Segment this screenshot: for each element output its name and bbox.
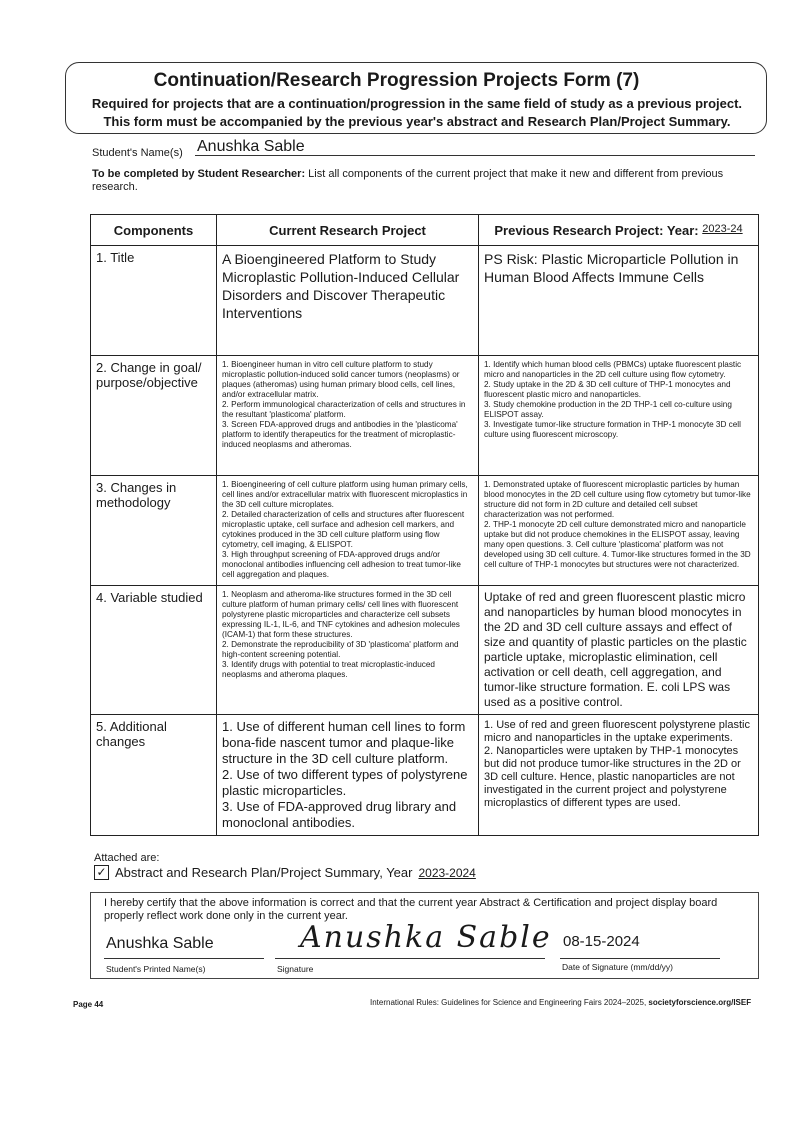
signature-line <box>275 958 545 959</box>
current-cell: A Bioengineered Platform to Study Microplastic Pollution-Induced Cellular Disorders and Discover Therapeutic Interventions <box>217 246 479 356</box>
current-cell: 1. Neoplasm and atheroma-like structures formed in the 3D cell culture platform of human primary cells/ cell lines with fluorescent polystyrene plastic microparticles and characterize cell subsets expressing IL-1, IL-6, and TNF cytokines and adhesion molecules (ICAM-1) that form these structures. 2. Demonstrate the reproducibility of 3D 'plasticoma' platform and high-content screening potential. 3. Identify drugs with potential to treat microplastic-induced neoplasms and atheroma plaques. <box>217 586 479 715</box>
previous-cell: Uptake of red and green fluorescent plastic micro and nanoparticles by human blood monocytes in the 2D and 3D cell culture assays and effect of size and quantity of plastic particles on the plastic particle uptake, microplastic elimination, cell activation or cell death, cell aggregation, and tumor-like structure formation. E. coli LPS was used as a positive control. <box>479 586 759 715</box>
student-name-label: Student's Name(s) <box>92 147 183 159</box>
table-row <box>91 246 759 356</box>
table-row <box>91 586 759 715</box>
form-title: Continuation/Research Progression Projects Form (7) <box>153 70 640 91</box>
abstract-checkbox[interactable]: ✓ <box>94 865 109 880</box>
component-cell: 5. Additional changes <box>91 715 217 836</box>
date-line <box>560 958 720 959</box>
printed-name: Anushka Sable <box>106 935 214 952</box>
component-cell: 4. Variable studied <box>91 586 217 715</box>
table-row <box>91 356 759 476</box>
previous-cell: 1. Identify which human blood cells (PBMCs) uptake fluorescent plastic micro and nanoparticles in the 2D cell culture using flow cytometry. 2. Study uptake in the 2D & 3D cell culture of THP-1 monocytes and fluorescent plastic micro and nanoparticles. 3. Study chemokine production in the 2D THP-1 cell co-culture using ELISPOT assay. 3. Investigate tumor-like structure formation in THP-1 monocyte 3D cell culture using fluorescent microscopy. <box>479 356 759 476</box>
instructions-bold: To be completed by Student Researcher: <box>92 168 306 180</box>
printed-name-line <box>104 958 264 959</box>
component-cell: 3. Changes in methodology <box>91 476 217 586</box>
previous-cell: 1. Demonstrated uptake of fluorescent microplastic particles by human blood monocytes in the 2D cell culture using flow cytometry but tumor-like structure did not form in 2D culture and detailed cell subset characterization was not performed. 2. THP-1 monocyte 2D cell culture demonstrated micro and nanoparticle uptake but did not produce chemokines in the ELISPOT assay, leaving many open questions. 3. Cell culture 'plasticoma' platform was not developed using 3D cell culture. 4. Tumor-like structures formed in the 3D cell culture of THP-1 monocytes but structures were not characterized. <box>479 476 759 586</box>
table-row <box>91 715 759 836</box>
component-cell: 1. Title <box>91 246 217 356</box>
certification-text: I hereby certify that the above information is correct and that the current year Abstract & Certification and project display board properly reflect work done only in the current year. <box>104 897 718 922</box>
requirement-line-1: Required for projects that are a continuation/progression in the same field of study as a previous project. <box>91 96 743 111</box>
instructions <box>92 168 742 194</box>
current-cell: 1. Use of different human cell lines to form bona-fide nascent tumor and plaque-like structure in the 3D cell culture platform. 2. Use of two different types of polystyrene plastic microparticles. 3. Use of FDA-approved drug library and monoclonal antibodies. <box>217 715 479 836</box>
current-cell: 1. Bioengineer human in vitro cell culture platform to study microplastic pollution-induced solid cancer tumors (neoplasms) or plaques (atheromas) using human primary blood cells, cell lines, and/or extracellular matrix. 2. Perform immunological characterization of cells and structures in the resultant 'plasticoma' platform. 3. Screen FDA-approved drugs and antibodies in the 'plasticoma' platform to identify therapeutics for the treatment of microplastic-induced neoplasms and atheromas. <box>217 356 479 476</box>
signature-caption: Signature <box>277 964 314 974</box>
date-caption: Date of Signature (mm/dd/yy) <box>562 962 674 972</box>
components-table <box>90 214 759 836</box>
printed-name-caption: Student's Printed Name(s) <box>106 964 206 974</box>
header-previous <box>479 215 759 246</box>
current-cell: 1. Bioengineering of cell culture platform using human primary cells, cell lines and/or extracellular matrix with fluorescent microplastics in the 3D cell culture microplates. 2. Detailed characterization of cells and structures after fluorescent microplastic uptake, cell surface and adhesion cell markers, and cytokines produced in the 3D cell culture platform using flow cytometry, cell imaging, & ELISPOT. 3. High throughput screening of FDA-approved drugs and/or monoclonal antibodies influencing cell adhesion to treat tumor-like cell aggregation and plaques. <box>217 476 479 586</box>
footer-rules-text: International Rules: Guidelines for Science and Engineering Fairs 2024–2025, <box>370 998 649 1007</box>
previous-cell: 1. Use of red and green fluorescent polystyrene plastic micro and nanoparticles in the uptake experiments. 2. Nanoparticles were uptaken by THP-1 monocytes but did not produce tumor-like structures in the 2D or 3D cell culture. Hence, plastic nanoparticles are not investigated in the current project and polystyrene microplastics of different types are used. <box>479 715 759 836</box>
student-name-value: Anushka Sable <box>197 138 305 155</box>
page-number: Page 44 <box>73 1000 104 1009</box>
attached-item-row <box>94 865 476 880</box>
table-header-row <box>91 215 759 246</box>
footer-site-link[interactable]: societyforscience.org/ISEF <box>648 998 752 1007</box>
footer-rules <box>370 998 751 1007</box>
header-previous-label: Previous Research Project: Year: <box>494 222 699 238</box>
component-cell: 2. Change in goal/ purpose/objective <box>91 356 217 476</box>
header-current: Current Research Project <box>217 215 479 246</box>
previous-cell: PS Risk: Plastic Microparticle Pollution in Human Blood Affects Immune Cells <box>479 246 759 356</box>
signature: Anushka Sable <box>300 920 552 955</box>
instructions-text: List all components of the current project that make it new and different from previous research. <box>92 168 724 193</box>
signature-date: 08-15-2024 <box>563 933 640 950</box>
table-row <box>91 476 759 586</box>
attached-year: 2023-2024 <box>418 865 476 880</box>
student-name-line <box>195 155 755 156</box>
header-previous-year: 2023-24 <box>702 222 743 235</box>
header-components: Components <box>91 215 217 246</box>
attached-label: Attached are: <box>94 852 160 864</box>
requirement-line-2: This form must be accompanied by the previous year's abstract and Research Plan/Project Summary. <box>103 114 731 129</box>
attached-item-label: Abstract and Research Plan/Project Summary, Year <box>115 865 413 880</box>
